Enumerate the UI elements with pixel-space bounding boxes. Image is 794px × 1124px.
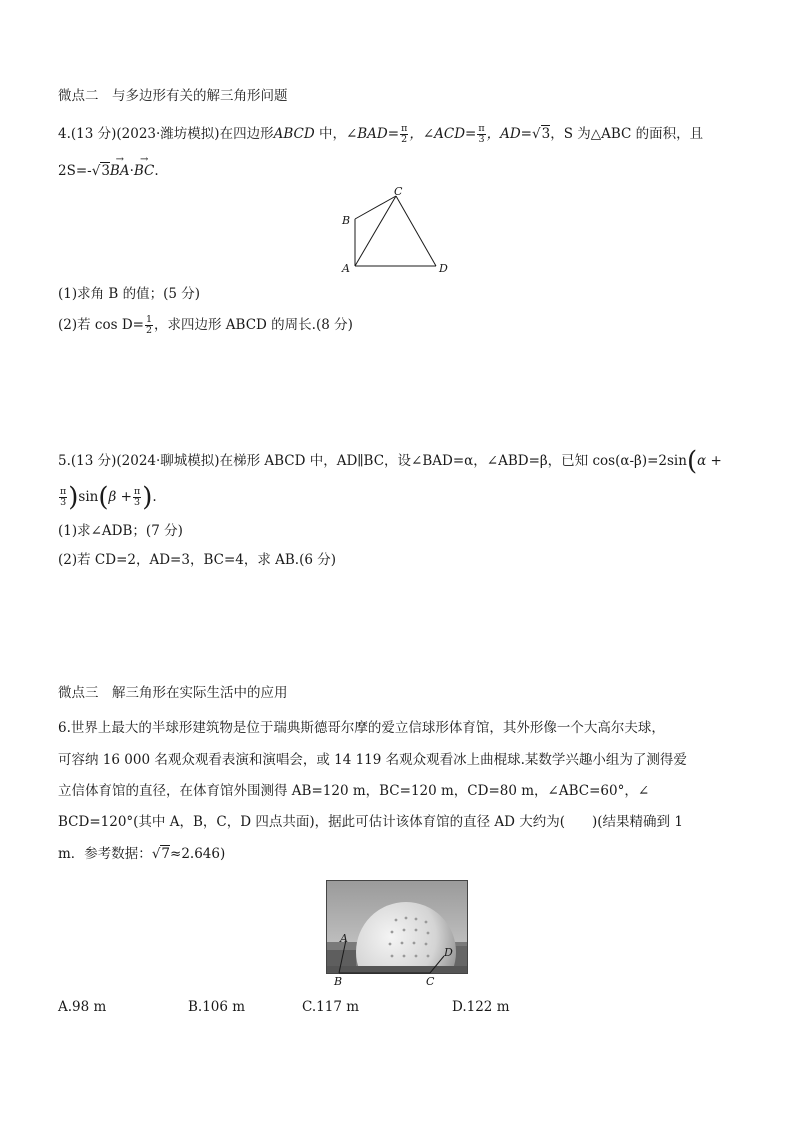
q5-part2: (2)若 CD=2，AD=3，BC=4，求 AB.(6 分) bbox=[58, 552, 337, 568]
fraction-1-over-2: $\frac{1}{2}$ bbox=[145, 314, 153, 336]
diagonal-ac bbox=[355, 196, 396, 266]
option-a[interactable]: A.98 m bbox=[58, 999, 107, 1015]
photo-label-a: A bbox=[340, 932, 348, 945]
edge-cd bbox=[396, 196, 436, 266]
q6-line5: m．参考数据：√7≈2.646) bbox=[58, 846, 226, 862]
label-b: B bbox=[342, 214, 351, 227]
q5-line1: 5.(13 分)(2024·聊城模拟)在梯形 ABCD 中，AD∥BC，设∠BAD=α，∠ABD=β，已知 cos(α-β)=2sin(α + bbox=[58, 446, 722, 477]
q4-line2: 2S=-√3→ BA·→ BC. bbox=[58, 161, 159, 181]
fraction-pi-over-3: $\frac{\pi}{3}$ bbox=[60, 486, 67, 508]
q4-line1: 4.(13 分)(2023·潍坊模拟)在四边形ABCD 中，∠BAD= $\frac{\pi}{2}$ ，∠ACD= $\frac{\pi}{3}$ ，AD=√3，S 为△ABC 的面积，且 bbox=[58, 123, 704, 145]
fraction-pi-over-2: $\frac{\pi}{2}$ bbox=[401, 123, 408, 145]
section-heading-2: 微点二 与多边形有关的解三角形问题 bbox=[58, 88, 288, 104]
q6-line1: 6.世界上最大的半球形建筑物是位于瑞典斯德哥尔摩的爱立信球形体育馆，其外形像一个大高尔夫球， bbox=[58, 720, 665, 736]
q4-part1: (1)求角 B 的值；(5 分) bbox=[58, 286, 201, 302]
vector-bc: → BC bbox=[134, 161, 155, 181]
label-d: D bbox=[439, 262, 448, 275]
vector-ba: → BA bbox=[110, 161, 130, 181]
photo-label-d: D bbox=[444, 946, 453, 959]
quadrilateral-figure bbox=[336, 184, 456, 276]
q5-line2: $\frac{\pi}{3}$ )sin(β + $\frac{\pi}{3}$ ). bbox=[60, 482, 157, 513]
arena-photo bbox=[326, 880, 468, 988]
q6-line4: BCD=120°(其中 A，B，C，D 四点共面)，据此可估计该体育馆的直径 AD 大约为( )(结果精确到 1 bbox=[58, 814, 683, 830]
photo-label-b: B bbox=[334, 975, 343, 988]
q5-part1: (1)求∠ADB；(7 分) bbox=[58, 523, 183, 539]
label-a: A bbox=[342, 262, 350, 275]
label-c: C bbox=[394, 185, 403, 198]
option-c[interactable]: C.117 m bbox=[302, 999, 359, 1015]
q4-part2: (2)若 cos D= $\frac{1}{2}$ ，求四边形 ABCD 的周长.(8 分) bbox=[58, 314, 353, 336]
photo-label-c: C bbox=[426, 975, 435, 988]
q6-line3: 立信体育馆的直径，在体育馆外围测得 AB=120 m，BC=120 m，CD=80 m，∠ABC=60°，∠ bbox=[58, 783, 650, 799]
option-d[interactable]: D.122 m bbox=[452, 999, 510, 1015]
fraction-pi-over-3: $\frac{\pi}{3}$ bbox=[478, 123, 485, 145]
sqrt-symbol: √ bbox=[532, 126, 541, 142]
q6-line2: 可容纳 16 000 名观众观看表演和演唱会，或 14 119 名观众观看冰上曲棍球.某数学兴趣小组为了测得爱 bbox=[58, 752, 687, 768]
edge-bc bbox=[355, 196, 396, 219]
section-heading-3: 微点三 解三角形在实际生活中的应用 bbox=[58, 685, 288, 701]
fraction-pi-over-3: $\frac{\pi}{3}$ bbox=[133, 486, 141, 508]
option-b[interactable]: B.106 m bbox=[188, 999, 246, 1015]
